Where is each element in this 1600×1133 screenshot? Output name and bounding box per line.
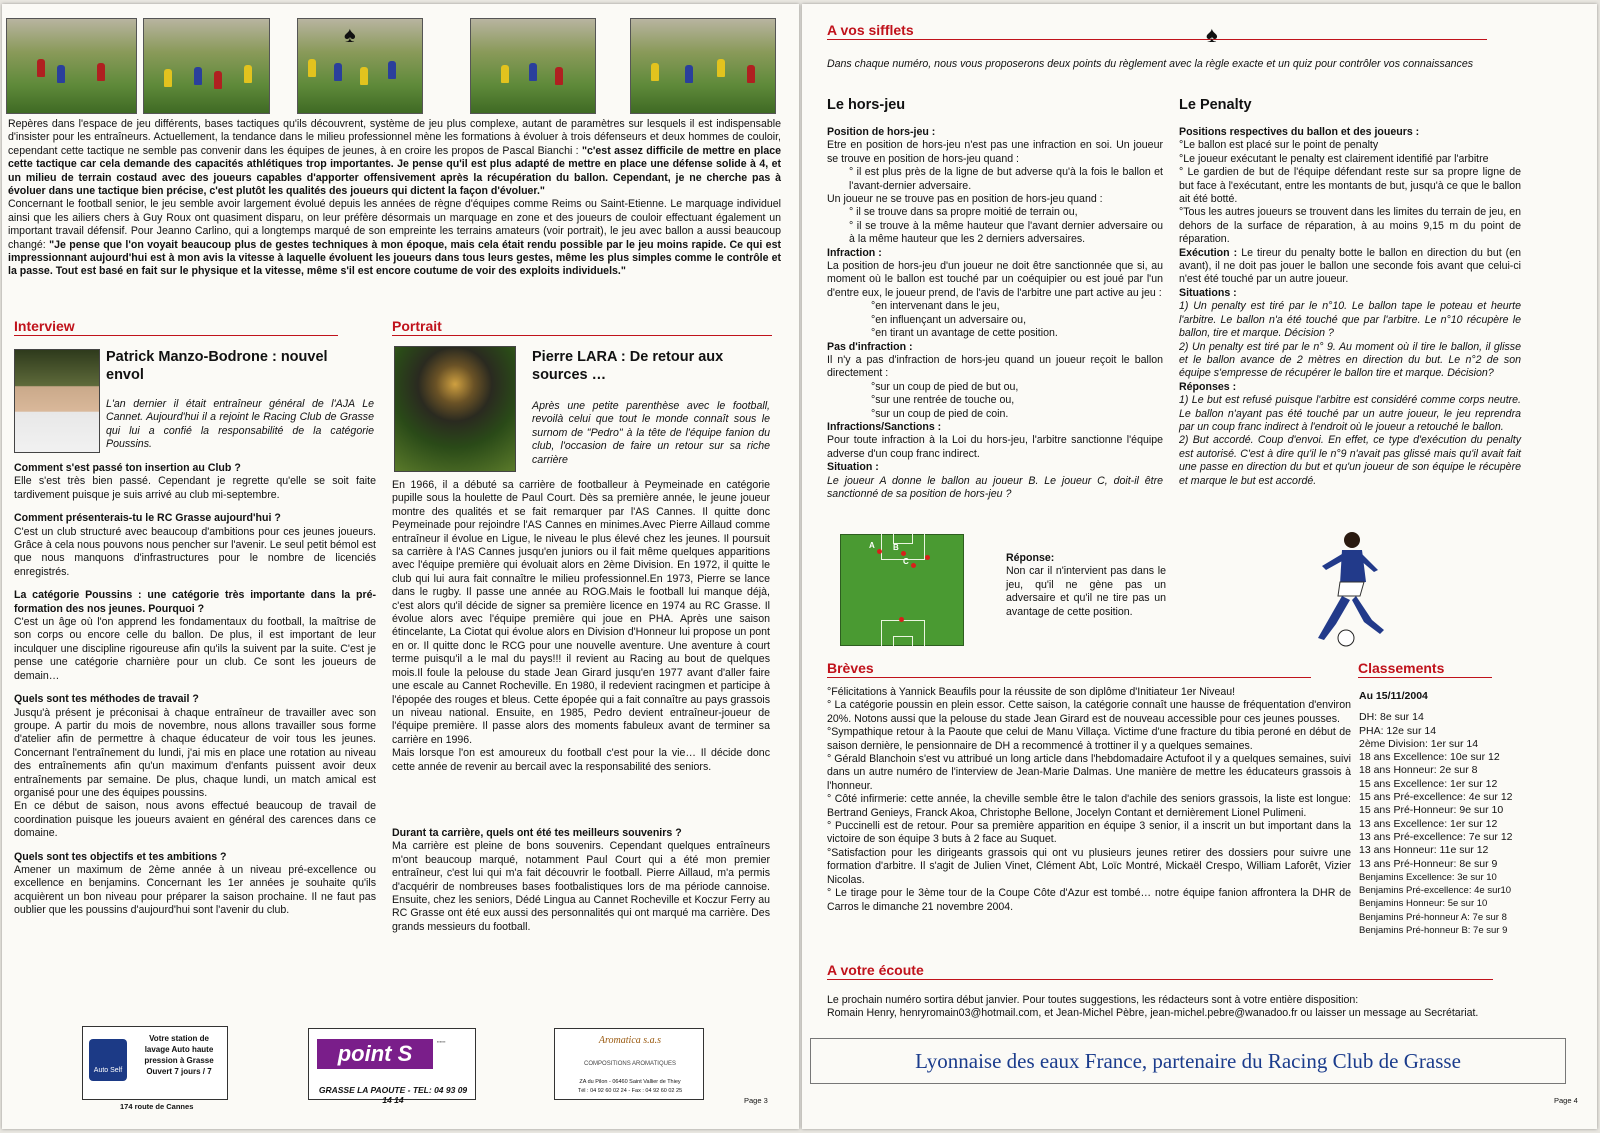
aromatica-logo: Aromatica s.a.s bbox=[598, 1035, 662, 1046]
ecoute-body: Le prochain numéro sortira début janvier. Pour toutes suggestions, les rédacteurs sont à votre entière disposition: Romain Henry, henryromain03@hotmail.com, et Jean-Michel Pèbre, jean-michel.pebre@wanadoo.fr ou laisser un message au Secrétariat. bbox=[827, 994, 1479, 1020]
section-interview: Interview bbox=[14, 318, 338, 336]
interview-lead: L'an dernier il était entraîneur général de l'AJA Le Cannet. Aujourd'hui il a rejoint le Racing Club de Grasse qui lui a confié la responsabilité de la catégorie Poussins. bbox=[106, 398, 374, 451]
classement-row: 15 ans Pré-excellence: 4e sur 12 bbox=[1359, 791, 1513, 804]
partner-banner: Lyonnaise des eaux France, partenaire du Racing Club de Grasse bbox=[810, 1038, 1566, 1084]
section-portrait: Portrait bbox=[392, 318, 772, 336]
photo-strip bbox=[6, 18, 791, 114]
photo-training-1 bbox=[6, 18, 137, 114]
page-number-left: Page 3 bbox=[744, 1096, 768, 1105]
penalty-title: Le Penalty bbox=[1179, 97, 1252, 113]
spade-icon: ♠ bbox=[344, 22, 356, 47]
portrait-qa bbox=[392, 827, 770, 934]
classement-row: Benjamins Excellence: 3e sur 10 bbox=[1359, 871, 1497, 883]
ad-autoself bbox=[82, 1026, 228, 1100]
section-sifflets: A vos sifflets bbox=[827, 22, 1487, 40]
photo-match-2 bbox=[470, 18, 596, 114]
classement-row: 18 ans Excellence: 10e sur 12 bbox=[1359, 751, 1500, 764]
ad-autoself-address: 174 route de Cannes bbox=[120, 1102, 194, 1111]
portrait-answer: Ma carrière est pleine de bons souvenirs. Cependant quelques entraîneurs m'ont beaucoup marqué, notamment Paul Court qui a été mon premier entraîneur, c'est lui qui m'a fait découvrir le football. Pierre Aillaud, m'a permis d'acquérir de nombreuses bases footbalistiques lors de ma période cannoise. Ensuite, chez les seniors, Dédé Lingua au Cannet Rocheville et Koczur Ferry au RC Grasse ont été eux aussi des personnalités qui ont marqué ma carrière. Des grands messieurs du football. bbox=[392, 840, 770, 933]
autoself-logo: Auto Self bbox=[89, 1039, 127, 1081]
interview-question-3: La catégorie Poussins : une catégorie très importante dans la pré-formation des nos jeunes. Pourquoi ? bbox=[14, 589, 376, 615]
interview-question-5: Quels sont tes objectifs et tes ambitions ? bbox=[14, 850, 227, 863]
section-ecoute: A votre écoute bbox=[827, 962, 1493, 980]
breves-list bbox=[827, 686, 1351, 914]
classement-row: 13 ans Pré-Honneur: 8e sur 9 bbox=[1359, 857, 1498, 870]
photo-match-3 bbox=[630, 18, 776, 114]
interview-answer-4: Jusqu'à présent je préconisai à chaque entraîneur de travailler avec son groupe. A partir du mois de novembre, nous allons travailler sous forme d'atelier afin de permettre à chaque éducateur de voir tous les jeunes. Concernant l'entraînement du lundi, j'ai mis en place une rotation au niveau des entraînements afin qu'un maximum d'enfants puissent avoir deux entraînements par semaine. De plus, chaque lundi, un match amical est organisé pour une des équipes poussins. En ce début de saison, nous avons effectué beaucoup de travail de coordination puisque les joueurs avaient en général des carences dans ce domaine. bbox=[14, 706, 376, 840]
classement-row: 13 ans Pré-excellence: 7e sur 12 bbox=[1359, 830, 1513, 843]
point-s-footer: GRASSE LA PAOUTE - TEL: 04 93 09 14 14 bbox=[318, 1085, 468, 1105]
breve-item: °Sympathique retour à la Paoute que celui de Manu Villaça. Victime d'une fracture du tibia peroné en début de saison dernière, le pensionnaire de DH a recommencé à trottiner il y a quelques semaines. bbox=[827, 726, 1351, 752]
offside-diagram: A B C bbox=[840, 534, 964, 646]
interview-answer-2: C'est un club structuré avec beaucoup d'ambitions pour ces jeunes joueurs. Grâce à cela nous pouvons nous pencher sur l'avenir. Le seul petit bémol est que nous manquons d'infrastructures pour le nombre de licenciés enregistrés. bbox=[14, 525, 376, 578]
breve-item: ° Puccinelli est de retour. Pour sa première apparition en équipe 3 senior, il a inscrit un but important dans la victoire de son équipe 3 buts à 2 face au Suquet. bbox=[827, 820, 1351, 846]
aromatica-tel: Tél : 04 92 60 02 24 - Fax : 04 92 60 02 25 bbox=[577, 1088, 683, 1094]
portrait-title: Pierre LARA : De retour aux sources … bbox=[532, 349, 724, 383]
breve-item: °Satisfaction pour les dirigeants grassois qui ont vu plusieurs jeunes retirer des dossiers pour suivre une formation d'arbitre. Il s'agit de Julien Vinet, Clément Abt, Loïc Montré, Mickaël Crespo, William Laforêt, Vizier Nicolas. bbox=[827, 846, 1351, 886]
aromatica-address: ZA du Pilon - 06460 Saint Vallier de Thiey bbox=[579, 1079, 681, 1085]
point-s-logo: point S bbox=[317, 1039, 433, 1069]
aromatica-sub: COMPOSITIONS AROMATIQUES bbox=[584, 1061, 676, 1067]
interview-answer-3: C'est un âge où l'on apprend les fondamentaux du football, la maîtrise de son corps ou encore celle du ballon. De plus, il est important de leur inculquer une discipline rigoureuse afin qu'ils la suivent par la suite. C'est je pense une catégorie charnière pour un club. Ce sont les joueurs de demain… bbox=[14, 616, 376, 682]
section-classements: Classements bbox=[1358, 660, 1492, 678]
interview-qa bbox=[14, 462, 376, 918]
interview-question-2: Comment présenterais-tu le RC Grasse aujourd'hui ? bbox=[14, 512, 281, 525]
classement-row: 13 ans Honneur: 11e sur 12 bbox=[1359, 844, 1489, 857]
breve-item: ° Gérald Blanchoin s'est vu attribué un long article dans l'hebdomadaire Actufoot il y a quelques semaines, suivi dans un autre numéro de l'interview de Jean-Marie Dalmas. Une manière de mettre les éducateurs grassois à l'honneur. bbox=[827, 753, 1351, 792]
interview-question-1: Comment s'est passé ton insertion au Club ? bbox=[14, 462, 241, 474]
intro-article bbox=[8, 118, 781, 279]
photo-patrick-manzo bbox=[14, 349, 100, 453]
page-number-right: Page 4 bbox=[1554, 1096, 1578, 1105]
spade-icon-right: ♠ bbox=[1206, 22, 1218, 47]
section-breves: Brèves bbox=[827, 660, 1311, 678]
classements-date: Au 15/11/2004 bbox=[1359, 690, 1428, 702]
sifflets-intro: Dans chaque numéro, nous vous proposerons deux points du règlement avec la règle exacte et un quiz pour contrôler vos connaissances bbox=[827, 58, 1474, 70]
ad-autoself-text: Votre station de lavage Auto haute pression à Grasse Ouvert 7 jours / 7 bbox=[144, 1034, 214, 1076]
photo-pierre-lara bbox=[394, 346, 516, 472]
portrait-body: En 1966, il a débuté sa carrière de footballeur à Peymeinade en catégorie pupille sous la houlette de Paul Court. Dès sa première année, le jeune joueur montre des qualités et se fait remarquer par l'AS Cannes. Il quitte donc Peymeinade pour rejoindre l'AS Cannes en minimes.Avec Pierre Aillaud comme entraîneur il évolue en Ligue, le niveau le plus élevé chez les jeunes. Il poursuit sa carrière à l'AS Cannes jusqu'en juniors ou il fait même quelques apparitions avec l'équipe première qui évoluait alors en 2ème Division. En 1972, il quitte le club qui lui aura fait connaître le milieu professionnel.En 1973, Pierre se lance dans le rugby. Il passe une année au ROG.Mais le football lui manque déjà, c'est alors qu'il décide de signer sa première licence en 1974 au RC Grasse. Il évolue alors avec l'équipe première qui joue en PHA. Après une saison étincelante, La Ciotat qui évolue alors en Division d'Honneur lui propose un pont en or. Il quitte donc le RCG pour une nouvelle aventure. Une aventure à court terme puisqu'il a le mal du pays!!! il revient au Racing au bout de quelques mois.Il foule la pelouse du stade Jean Girard jusqu'en 1977 avant d'aller faire une escale au Cannet Rocheville. En 1980, il redevient racingmen et participe à l'épopée des rouges et bleus. Cette épopée qui a fait connaître au pays grassois un niveau national. Ensuite, en 1985, Pedro devient entraîneur-joueur de l'équipe première. Il passe alors des moments fabuleux avant de terminer sa carrière en 1996. Mais lorsque l'on est amoureux du football c'est pour la vie… Il décide donc cette année de revenir au bercail avec la responsabilité des seniors. bbox=[392, 479, 770, 773]
classement-row: 2ème Division: 1er sur 14 bbox=[1359, 737, 1479, 750]
intro-paragraph-1: Repères dans l'espace de jeu différents, bases tactiques qu'ils découvrent, système de jeu plus complexe, autant de paramètres sur lesquels il est indispensable d'insister pour les entraîneurs. Actuellement, la tendance dans le milieu professionnel mène les formations à évoluer à trois défenseurs et deux hommes de couloir, cependant cette tactique ne semble pas convenir dans les équipes de jeunes, à en croire les propos de Pascal Bianchi : bbox=[8, 118, 781, 157]
classement-row: 13 ans Excellence: 1er sur 12 bbox=[1359, 817, 1498, 830]
footballer-illustration bbox=[1302, 526, 1392, 650]
interview-answer-5: Amener un maximum de 2ème année à un niveau pré-excellence ou excellence en benjamins. Concernant les 1er années je souhaite qu'ils acquièrent un bon niveau pour préparer la saison prochaine. Il ne faut pas oublier que les poussins d'aujourd'hui sont l'avenir du club. bbox=[14, 863, 376, 917]
classement-row: PHA: 12e sur 14 bbox=[1359, 724, 1437, 737]
interview-answer-1: Elle s'est très bien passé. Cependant je regrette qu'elle se soit faite tardivement puisque je suis arrivé au club mi-septembre. bbox=[14, 475, 376, 501]
intro-quote-1: "c'est assez difficile de mettre en place cette tactique car cela demande des capacités athlétiques trop importantes. Je pense qu'il est plus adapté de mettre en place une défense solide à 4, et un milieu de terrain costaud avec des joueurs capables d'apporter offensivement après la récupération du ballon. Cependant, je ne cherche pas à évoluer dans une tactique bien précise, c'est plutôt les qualités des joueurs qui dictent la façon d'évoluer." bbox=[8, 144, 781, 198]
point-s-services: ▪▪▪▪▪▪ bbox=[437, 1039, 446, 1044]
photo-training-2 bbox=[143, 18, 270, 114]
ad-point-s bbox=[308, 1028, 476, 1105]
intro-quote-2: "Je pense que l'on voyait beaucoup plus de gestes techniques à mon époque, mais cela était rendu possible par le jeu moins rapide. Ce qui est impressionnant aujourd'hui est à mon avis la vitesse à laquelle évoluent les joueurs dans tous leurs gestes, même les plus simples comme le contrôle et la passe. Tout est basé en fait sur le physique et la vitesse, même s'il est encore coutume de voir des exploits individuels." bbox=[8, 238, 781, 278]
hors-jeu-body: Position de hors-jeu : Etre en position de hors-jeu n'est pas une infraction en soi. Un joueur se trouve en position de hors-jeu quand : ° il est plus près de la ligne de but adverse qu'à la fois le ballon et l'avant-dernier adversaire. Un joueur ne se trouve pas en position de hors-jeu quand : ° il se trouve dans sa propre moitié de terrain ou, ° il se trouve à la même hauteur que l'avant dernier adversaire ou à la même hauteur que les 2 derniers adversaires. Infraction : La position de hors-jeu d'un joueur ne doit être sanctionnée que si, au moment où le ballon est touché par un coéquipier ou est joué par l'un d'entre eux, le joueur prend, de l'avis de l'arbitre une part active au jeu : °en intervenant dans le jeu, °en influençant un adversaire ou, °en tirant un avantage de cette position. Pas d'infraction : Il n'y a pas d'infraction de hors-jeu quand un joueur reçoit le ballon directement : °sur un coup de pied de but ou, °sur une rentrée de touche ou, °sur un coup de pied de coin. Infractions/Sanctions : Pour toute infraction à la Loi du hors-jeu, l'arbitre sanctionne l'équipe adverse d'un coup franc indirect. Situation : Le joueur A donne le ballon au joueur B. Le joueur C, doit-il être sanctionné de sa position de hors-jeu ? bbox=[827, 126, 1163, 500]
photo-match-1 bbox=[297, 18, 423, 114]
reponse-hors-jeu: Réponse: Non car il n'intervient pas dans le jeu, qu'il ne gène pas un adversaire et qu'il ne tire pas un avantage de cette position. bbox=[1006, 552, 1166, 618]
breve-item: ° Côté infirmerie: cette année, la cheville semble être le talon d'achile des seniors grassois, la liste est longue: Bertrand Genieys, Franck Akoa, Christophe Bellone, Jocelyn Contant et dernièrement Lionel Pulimeni. bbox=[827, 793, 1351, 819]
classement-row: Benjamins Pré-excellence: 4e sur10 bbox=[1359, 885, 1512, 897]
classement-row: 15 ans Excellence: 1er sur 12 bbox=[1359, 777, 1498, 790]
classement-row: Benjamins Honneur: 5e sur 10 bbox=[1359, 898, 1488, 910]
classement-row: DH: 8e sur 14 bbox=[1359, 711, 1424, 724]
classement-row: Benjamins Pré-honneur A: 7e sur 8 bbox=[1359, 911, 1507, 923]
hors-jeu-title: Le hors-jeu bbox=[827, 97, 906, 113]
ad-aromatica bbox=[554, 1028, 704, 1100]
page-3 bbox=[2, 4, 799, 1129]
interview-title: Patrick Manzo-Bodrone : nouvel envol bbox=[106, 349, 328, 383]
penalty-body: Positions respectives du ballon et des joueurs : °Le ballon est placé sur le point de penalty °Le joueur exécutant le penalty est clairement identifié par l'arbitre ° Le gardien de but de l'équipe défendant reste sur sa propre ligne de but face à l'exécutant, entre les montants de but, jusqu'à ce que le ballon ait été botté. °Tous les autres joueurs se trouvent dans les limites du terrain de jeu, en dehors de la surface de réparation, à au moins 9,15 m du point de réparation. Exécution : Le tireur du penalty botte le ballon en direction du but (en avant), il ne doit pas jouer le ballon une seconde fois avant que celui-ci n'est été touché par un autre joueur. Situations : 1) Un penalty est tiré par le n°10. Le ballon tape le poteau et heurte l'arbitre. Le ballon n'a été touché que par l'arbitre. Le n°10 récupère le ballon, tire et marque. Décision ? 2) Un penalty est tiré par le n° 9. Au moment où il tire le ballon, il glisse et le ballon avance de 2 mètres en direction du but. Le n°2 de son équipe s'empresse de récupérer le ballon tire et marque. Décision? Réponses : 1) Le but est refusé puisque l'arbitre est considéré comme corps neutre. Le ballon n'ayant pas été touché par un autre joueur, le jeu reprendra par un coup franc indirect à l'endroit où le joueur a retouché le ballon. 2) But accordé. Coup d'envoi. En effet, ce type d'exécution du penalty est autorisé. C'est à dire qu'il le n°9 n'avait pas glissé mais qu'il avait fait une passe en direction du but et qu'un joueur de son équipe le récupère et marque le but est accordé. bbox=[1179, 126, 1521, 487]
classement-row: 15 ans Pré-Honneur: 9e sur 10 bbox=[1359, 804, 1504, 817]
breve-item: ° Le tirage pour le 3ème tour de la Coupe Côte d'Azur est tombé… notre équipe fanion affrontera la DHR de Carros le dimanche 21 novembre 2004. bbox=[827, 887, 1351, 913]
breve-item: ° La catégorie poussin en plein essor. Cette saison, la catégorie connaît une hausse de fréquentation d'environ 20%. Notons aussi que la pelouse du stade Jean Girard est de nouveau accessible pour ces jeunes pousses. bbox=[827, 699, 1351, 725]
classement-row: 18 ans Honneur: 2e sur 8 bbox=[1359, 764, 1478, 777]
breve-item: °Félicitations à Yannick Beaufils pour la réussite de son diplôme d'Initiateur 1er Niveau! bbox=[827, 686, 1236, 698]
classement-row: Benjamins Pré-honneur B: 7e sur 9 bbox=[1359, 925, 1508, 937]
interview-question-4: Quels sont tes méthodes de travail ? bbox=[14, 693, 199, 706]
intro-paragraph-2: Concernant le football senior, le jeu semble avoir largement évolué depuis les années de règne d'équipes comme Reims ou Saint-Etienne. Le marquage individuel ainsi que les ailiers chers à Guy Roux ont quasiment disparu, on leur préfère désormais un marquage en zone et des joueurs de couloir effectuant également un important travail défensif. Pour Jeanno Carlino, qui a longtemps marqué de son empreinte les terrains amateurs (voir portrait), le jeu avec ballon a aussi beaucoup changé: bbox=[8, 198, 781, 251]
page-4 bbox=[802, 4, 1597, 1129]
portrait-question: Durant ta carrière, quels ont été tes meilleurs souvenirs ? bbox=[392, 827, 682, 839]
classements-list bbox=[1359, 690, 1513, 937]
portrait-lead: Après une petite parenthèse avec le football, revoilà celui que tout le monde connaît sous le surnom de "Pedro" à la tête de l'équipe fanion du club, l'occasion de faire un retour sur sa riche carrière bbox=[532, 400, 770, 466]
